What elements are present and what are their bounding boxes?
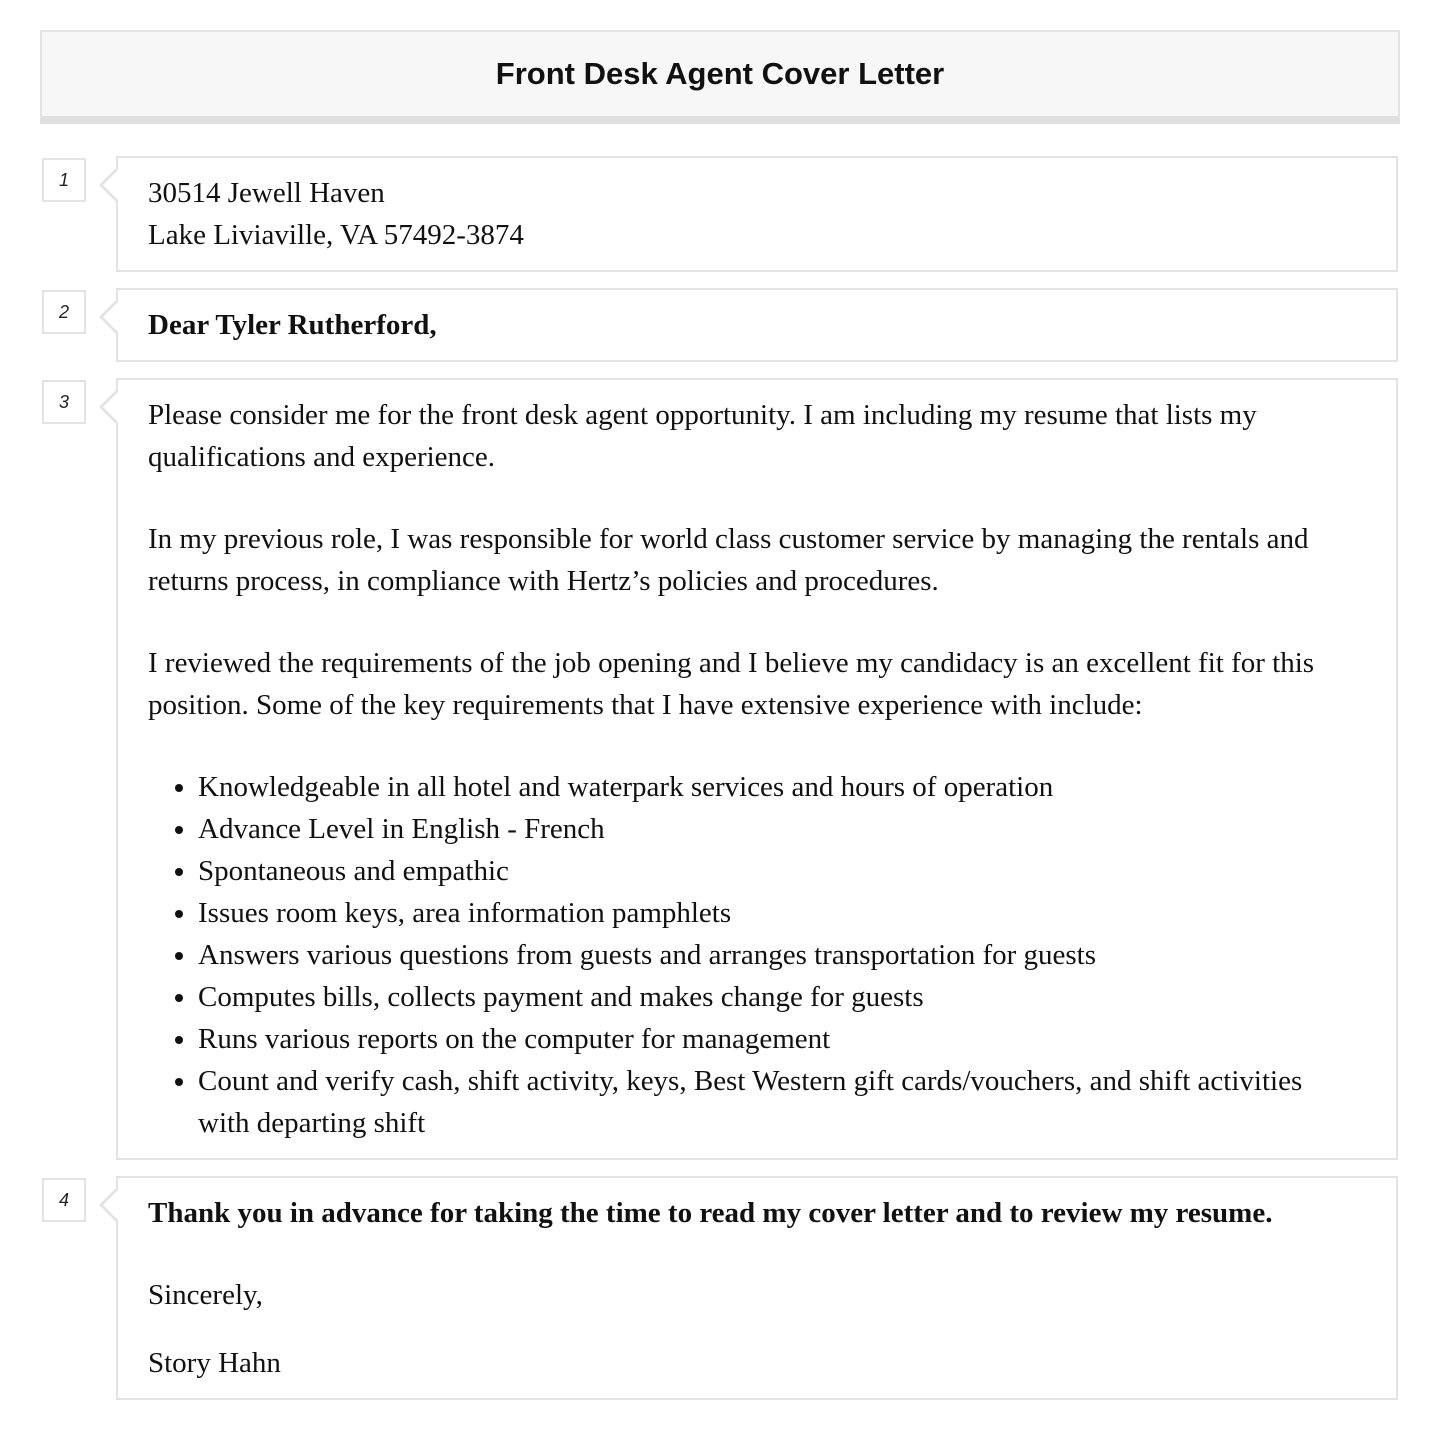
body-paragraph-3: I reviewed the requirements of the job opening and I believe my candidacy is an excellent fit for this position. Some of the key requirements that I have extensive experience with include: [148, 647, 1315, 721]
section-content [116, 156, 1398, 272]
section-content [116, 288, 1398, 362]
section-number: 4 [42, 1178, 86, 1222]
section-number: 2 [42, 290, 86, 334]
list-item: • Issues room keys, area information pamphlets [198, 892, 1360, 934]
body-paragraph-2: In my previous role, I was responsible for world class customer service by managing the rentals and returns process, in compliance with Hertz’s policies and procedures. [148, 523, 1309, 597]
list-item: • Advance Level in English - French [198, 808, 1360, 850]
page-title: Front Desk Agent Cover Letter [495, 56, 945, 91]
list-item: • Answers various questions from guests and arranges transportation for guests [198, 934, 1360, 976]
title-bar [40, 30, 1400, 124]
list-item: • Computes bills, collects payment and makes change for guests [198, 976, 1360, 1018]
address-line-2: Lake Liviaville, VA 57492-3874 [148, 219, 524, 251]
section-content [116, 1176, 1398, 1400]
list-item: • Runs various reports on the computer for management [198, 1018, 1360, 1060]
signoff: Sincerely, [148, 1279, 263, 1311]
requirements-list [148, 766, 1360, 1144]
section-content [116, 378, 1398, 1160]
section-number: 3 [42, 380, 86, 424]
address-line-1: 30514 Jewell Haven [148, 177, 385, 209]
list-item: • Spontaneous and empathic [198, 850, 1360, 892]
list-item: • Count and verify cash, shift activity, keys, Best Western gift cards/vouchers, and shift activities with departing shift [198, 1060, 1360, 1144]
body-paragraph-1: Please consider me for the front desk agent opportunity. I am including my resume that lists my qualifications and experience. [148, 399, 1257, 473]
signature-name: Story Hahn [148, 1347, 281, 1379]
salutation: Dear Tyler Rutherford, [148, 309, 437, 341]
section-number: 1 [42, 158, 86, 202]
list-item: • Knowledgeable in all hotel and waterpark services and hours of operation [198, 766, 1360, 808]
closing-statement: Thank you in advance for taking the time to read my cover letter and to review my resume. [148, 1197, 1273, 1229]
